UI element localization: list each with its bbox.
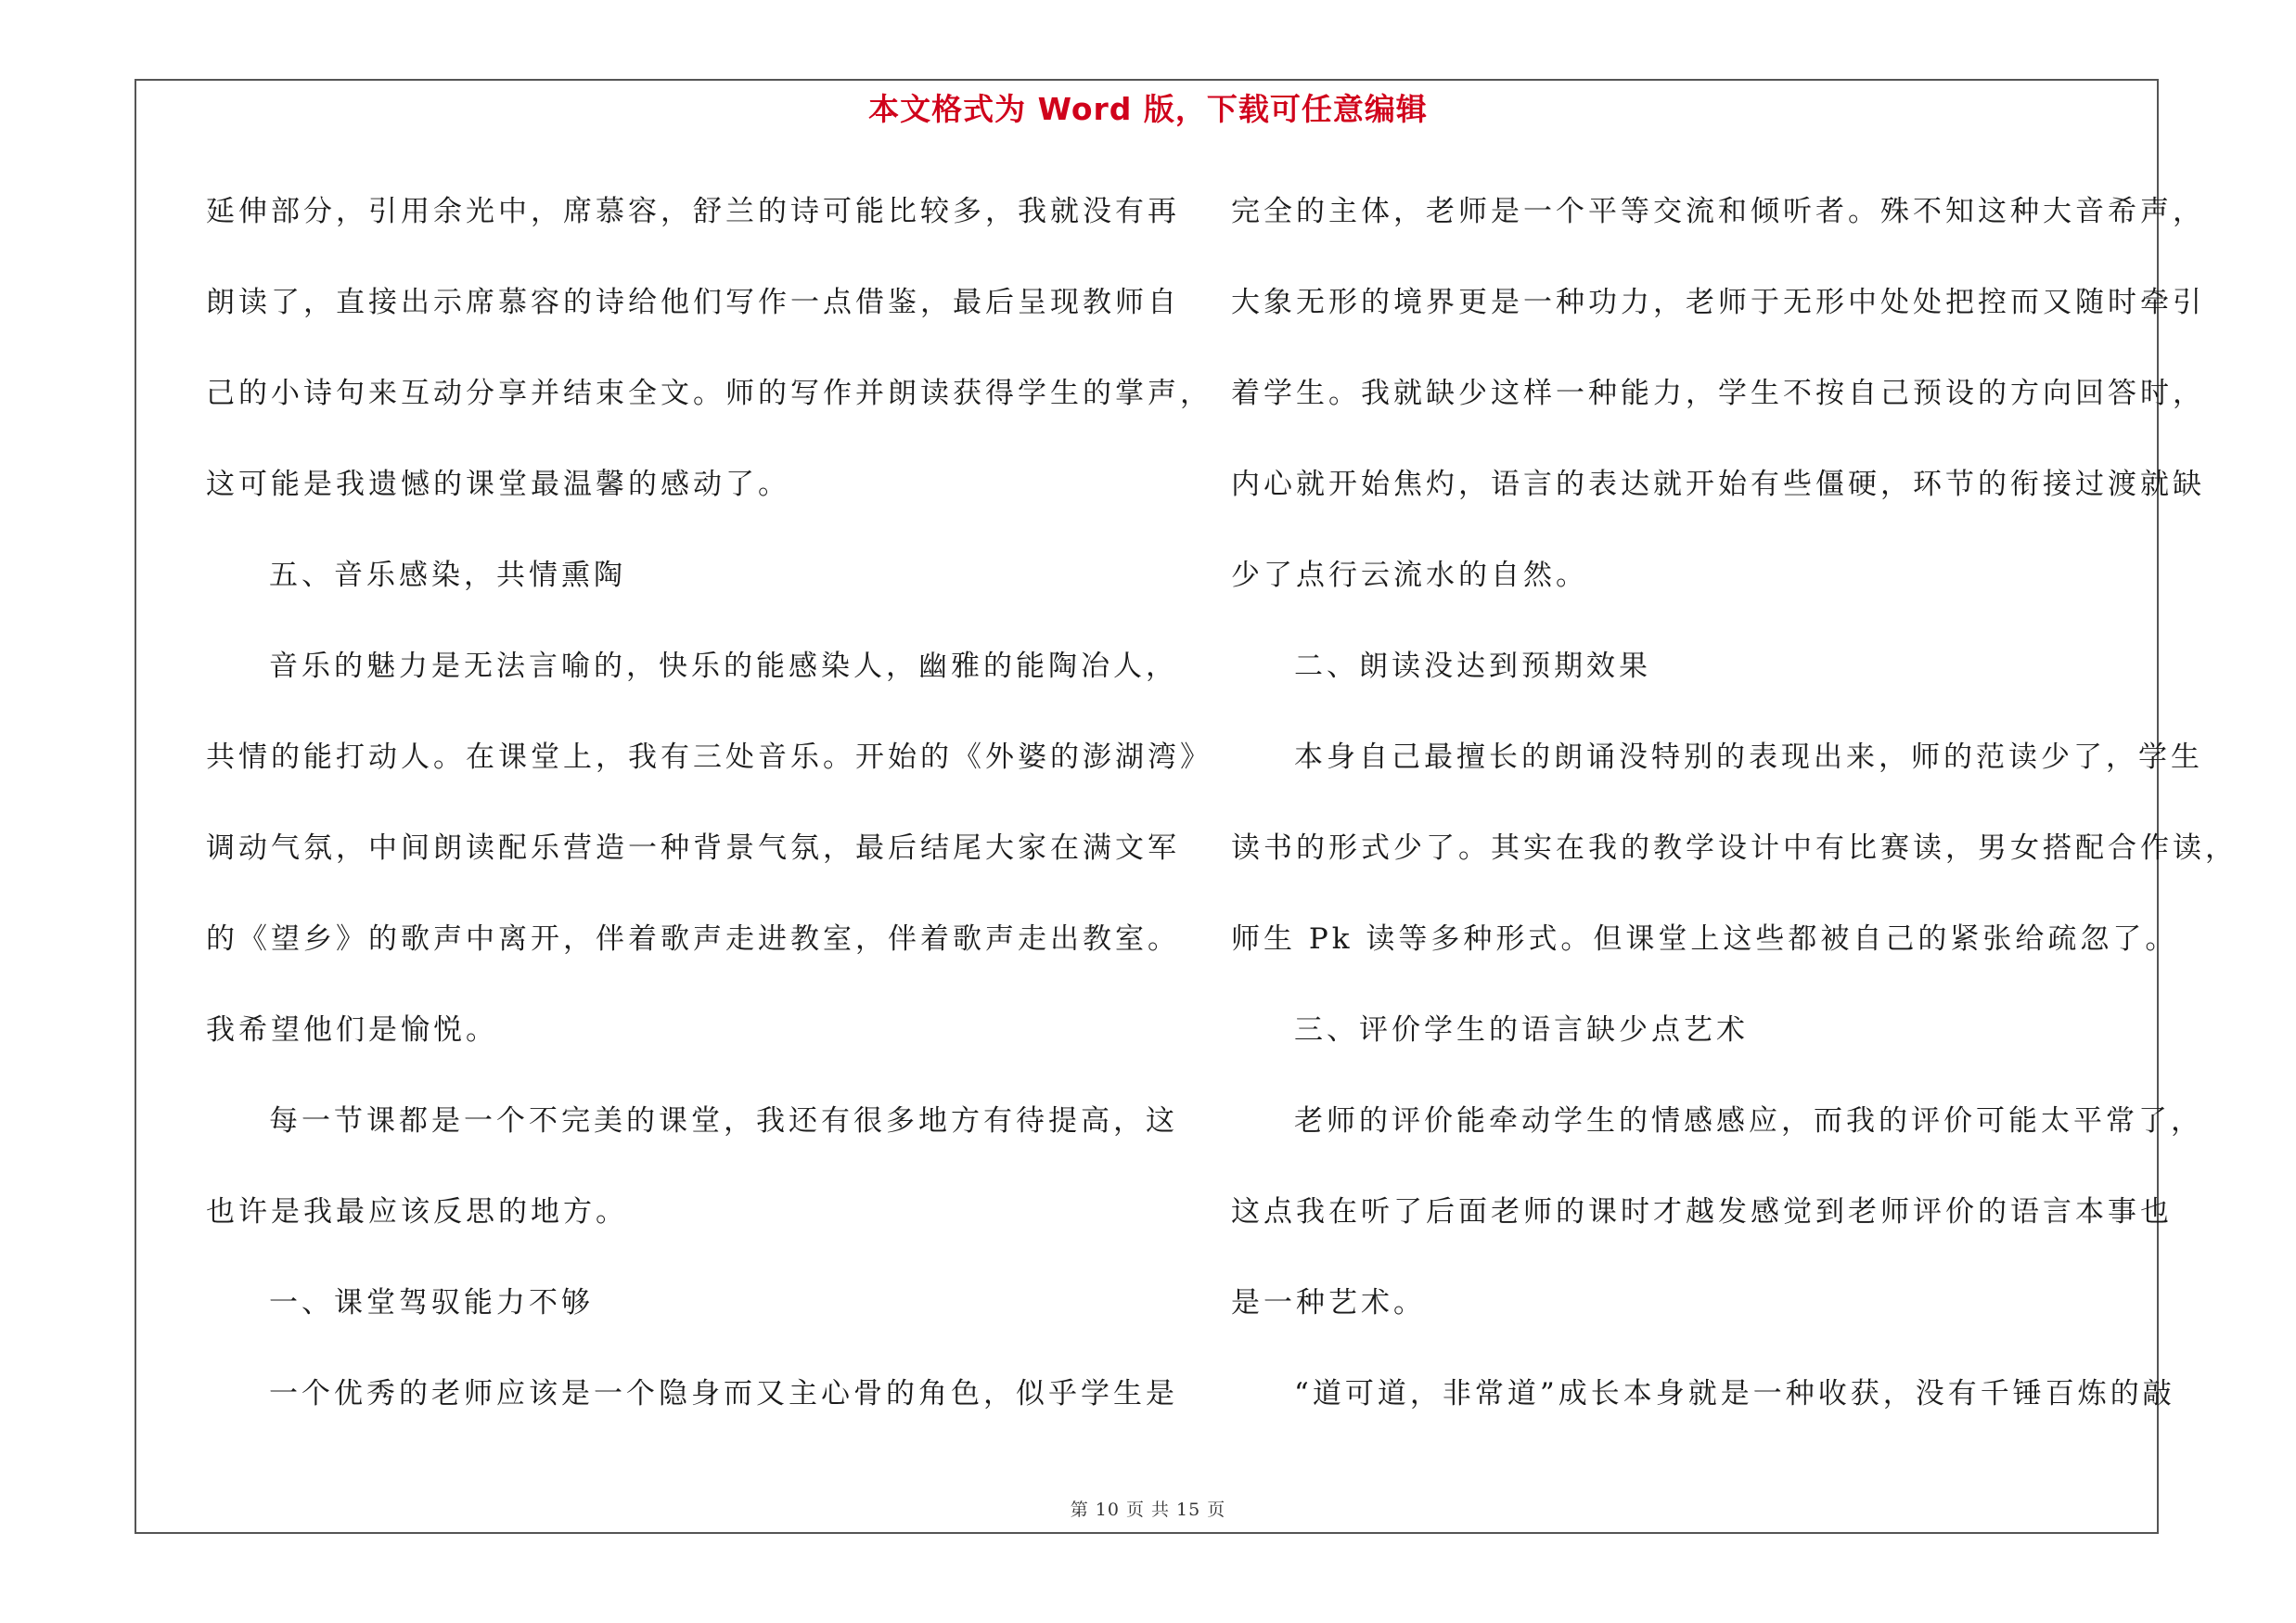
text-line: 调动气氛，中间朗读配乐营造一种背景气氛，最后结尾大家在满文军 [206,831,1180,865]
text-line: 一个优秀的老师应该是一个隐身而又主心骨的角色，似乎学生是 [269,1377,1178,1410]
text-line: 音乐的魅力是无法言喻的，快乐的能感染人，幽雅的能陶冶人， [269,650,1178,683]
text-line: 三、评价学生的语言缺少点艺术 [1294,1013,1749,1047]
text-line: 共情的能打动人。在课堂上，我有三处音乐。开始的《外婆的澎湖湾》 [206,741,1212,774]
text-line: 少了点行云流水的自然。 [1231,559,1588,592]
text-line: 五、音乐感染，共情熏陶 [269,559,626,592]
text-line: 也许是我最应该反思的地方。 [206,1195,628,1229]
left-text-column [206,184,1212,1457]
text-line: 老师的评价能牵动学生的情感感应，而我的评价可能太平常了， [1294,1104,2203,1138]
text-line: 的《望乡》的歌声中离开，伴着歌声走进教室，伴着歌声走出教室。 [206,922,1180,956]
text-line: “道可道，非常道”成长本身就是一种收获，没有千锤百炼的敲 [1294,1377,2175,1410]
text-line: 内心就开始焦灼，语言的表达就开始有些僵硬，环节的衔接过渡就缺 [1231,468,2205,501]
text-line: 是一种艺术。 [1231,1286,1426,1320]
text-line: 着学生。我就缺少这样一种能力，学生不按自己预设的方向回答时， [1231,377,2205,410]
text-line: 延伸部分，引用余光中，席慕容，舒兰的诗可能比较多，我就没有再 [206,195,1180,228]
text-line: 我希望他们是愉悦。 [206,1013,498,1047]
text-line: 二、朗读没达到预期效果 [1294,650,1651,683]
text-line: 每一节课都是一个不完美的课堂，我还有很多地方有待提高，这 [269,1104,1178,1138]
text-line: 己的小诗句来互动分享并结束全文。师的写作并朗读获得学生的掌声， [206,377,1212,410]
text-line: 朗读了，直接出示席慕容的诗给他们写作一点借鉴，最后呈现教师自 [206,286,1180,319]
right-text-column [1231,184,2238,1457]
text-line: 大象无形的境界更是一种功力，老师于无形中处处把控而又随时牵引 [1231,286,2205,319]
text-line: 完全的主体，老师是一个平等交流和倾听者。殊不知这种大音希声， [1231,195,2205,228]
text-line: 师生 Pk 读等多种形式。但课堂上这些都被自己的紧张给疏忽了。 [1231,922,2178,956]
text-line: 一、课堂驾驭能力不够 [269,1286,594,1320]
editable-notice-banner: 本文格式为 Word 版，下载可任意编辑 [868,91,1428,127]
text-line: 这点我在听了后面老师的课时才越发感觉到老师评价的语言本事也 [1231,1195,2173,1229]
text-line: 这可能是我遗憾的课堂最温馨的感动了。 [206,468,790,501]
page-number-footer: 第 10 页 共 15 页 [1070,1500,1226,1520]
text-line: 本身自己最擅长的朗诵没特别的表现出来，师的范读少了，学生 [1294,741,2203,774]
text-line: 读书的形式少了。其实在我的教学设计中有比赛读，男女搭配合作读， [1231,831,2238,865]
